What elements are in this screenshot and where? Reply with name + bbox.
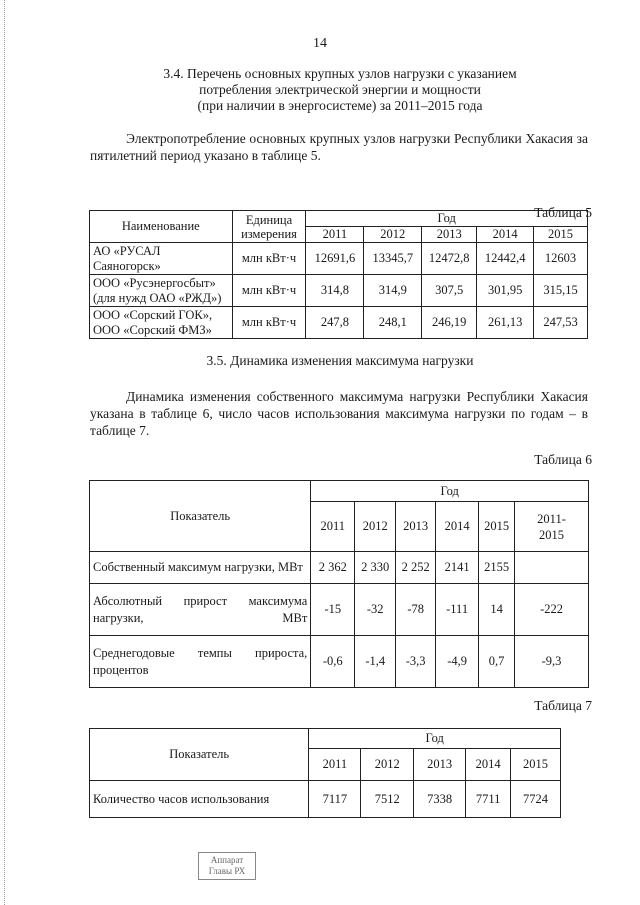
table-5-year: 2011 xyxy=(306,227,364,243)
table-5-year: 2015 xyxy=(534,227,588,243)
table-6-header-indicator: Показатель xyxy=(90,481,311,552)
section-35-paragraph-text: Динамика изменения собственного максимума нагрузки Республики Хакасия указана в таблице 6, число часов использования максимума нагрузки по годам – в таблице 7. xyxy=(90,389,588,438)
stamp xyxy=(198,852,256,880)
table-5-cell: 12691,6 xyxy=(306,243,364,275)
table-6-year: 2011 xyxy=(311,502,355,552)
table-6-year: 2013 xyxy=(396,502,436,552)
table-7-year: 2011 xyxy=(309,749,361,781)
table-5 xyxy=(89,210,588,339)
stamp-line: Главы РХ xyxy=(208,866,246,876)
table-row xyxy=(90,781,561,818)
table-7-cell: 7512 xyxy=(361,781,414,818)
stamp-line: Аппарат xyxy=(210,855,244,865)
page-edge xyxy=(4,0,5,905)
section-34-title-line: 3.4. Перечень основных крупных узлов нагрузки с указанием xyxy=(163,66,517,81)
section-35-title: 3.5. Динамика изменения максимума нагрузки xyxy=(206,353,474,368)
table-6-header-year: Год xyxy=(311,481,589,502)
table-6-year: 2014 xyxy=(436,502,479,552)
section-34-title-line: потребления электрической энергии и мощности xyxy=(199,82,481,97)
table-7-cell: 7338 xyxy=(414,781,466,818)
table-5-header-year: Год xyxy=(306,211,588,227)
table-5-cell: 248,1 xyxy=(364,307,422,339)
table-6-year: 2011-2015 xyxy=(515,502,589,552)
section-35-paragraph xyxy=(90,388,588,439)
table-7-year: 2012 xyxy=(361,749,414,781)
table-7-caption: Таблица 7 xyxy=(534,698,592,713)
table-5-cell: 12442,4 xyxy=(477,243,534,275)
table-row xyxy=(90,552,589,584)
table-7 xyxy=(89,728,561,818)
table-5-cell: 12603 xyxy=(534,243,588,275)
table-5-row-unit: млн кВт·ч xyxy=(232,275,306,307)
table-6-cell: -1,4 xyxy=(355,636,396,688)
table-6-cell: -32 xyxy=(355,584,396,636)
table-5-row-name: ООО «Русэнергосбыт» (для нужд ОАО «РЖД») xyxy=(90,275,233,307)
section-34-title-line: (при наличии в энергосистеме) за 2011–2015 года xyxy=(197,98,483,113)
table-row xyxy=(90,307,588,339)
table-7-header-indicator: Показатель xyxy=(90,729,309,781)
table-row xyxy=(90,275,588,307)
table-6-cell: -15 xyxy=(311,584,355,636)
table-5-cell: 314,9 xyxy=(364,275,422,307)
table-5-cell: 12472,8 xyxy=(422,243,477,275)
table-6-cell: -222 xyxy=(515,584,589,636)
table-5-header-name: Наименование xyxy=(90,211,233,243)
table-5-cell: 301,95 xyxy=(477,275,534,307)
table-7-cell: 7724 xyxy=(511,781,561,818)
table-6-cell: -3,3 xyxy=(396,636,436,688)
table-5-row-name: АО «РУСАЛ Саяногорск» xyxy=(90,243,233,275)
table-6-cell: 2 252 xyxy=(396,552,436,584)
table-6-cell: 0,7 xyxy=(479,636,515,688)
table-6-row-name: Абсолютный прирост максимума нагрузки, МВт xyxy=(90,584,311,636)
table-7-cell: 7117 xyxy=(309,781,361,818)
table-row xyxy=(90,636,589,688)
section-34-paragraph xyxy=(90,130,588,164)
table-6-cell: -4,9 xyxy=(436,636,479,688)
table-7-cell: 7711 xyxy=(466,781,511,818)
table-5-cell: 261,13 xyxy=(477,307,534,339)
table-5-year: 2014 xyxy=(477,227,534,243)
table-6-row-name: Собственный максимум нагрузки, МВт xyxy=(90,552,311,584)
table-6-year: 2015 xyxy=(479,502,515,552)
table-5-header-unit: Единица измерения xyxy=(232,211,306,243)
page-number: 14 xyxy=(313,36,327,51)
table-5-row-unit: млн кВт·ч xyxy=(232,243,306,275)
table-6-year: 2012 xyxy=(355,502,396,552)
table-5-cell: 247,53 xyxy=(534,307,588,339)
table-5-cell: 307,5 xyxy=(422,275,477,307)
table-row xyxy=(90,584,589,636)
table-6-cell: -78 xyxy=(396,584,436,636)
table-5-row-name: ООО «Сорский ГОК», ООО «Сорский ФМЗ» xyxy=(90,307,233,339)
table-6-caption: Таблица 6 xyxy=(534,452,592,467)
section-34-title xyxy=(90,66,590,114)
table-6-cell: 2155 xyxy=(479,552,515,584)
table-6-cell: -111 xyxy=(436,584,479,636)
table-5-row-unit: млн кВт·ч xyxy=(232,307,306,339)
table-5-cell: 315,15 xyxy=(534,275,588,307)
table-6-cell: 14 xyxy=(479,584,515,636)
table-row xyxy=(90,243,588,275)
table-7-header-year: Год xyxy=(309,729,561,749)
table-6-cell: -0,6 xyxy=(311,636,355,688)
table-5-cell: 314,8 xyxy=(306,275,364,307)
table-7-year: 2015 xyxy=(511,749,561,781)
table-6-cell: 2141 xyxy=(436,552,479,584)
table-7-year: 2014 xyxy=(466,749,511,781)
table-5-cell: 13345,7 xyxy=(364,243,422,275)
table-7-row-name: Количество часов использования xyxy=(90,781,309,818)
table-6 xyxy=(89,480,589,688)
table-5-cell: 247,8 xyxy=(306,307,364,339)
table-6-cell: 2 330 xyxy=(355,552,396,584)
table-6-cell: -9,3 xyxy=(515,636,589,688)
table-6-cell: 2 362 xyxy=(311,552,355,584)
table-5-cell: 246,19 xyxy=(422,307,477,339)
table-5-year: 2013 xyxy=(422,227,477,243)
table-6-row-name: Среднегодовые темпы прироста, процентов xyxy=(90,636,311,688)
table-6-cell xyxy=(515,552,589,584)
table-5-year: 2012 xyxy=(364,227,422,243)
section-34-paragraph-text: Электропотребление основных крупных узлов нагрузки Республики Хакасия за пятилетний период указано в таблице 5. xyxy=(90,131,588,163)
table-7-year: 2013 xyxy=(414,749,466,781)
table-5-caption: Таблица 5 xyxy=(534,205,592,220)
